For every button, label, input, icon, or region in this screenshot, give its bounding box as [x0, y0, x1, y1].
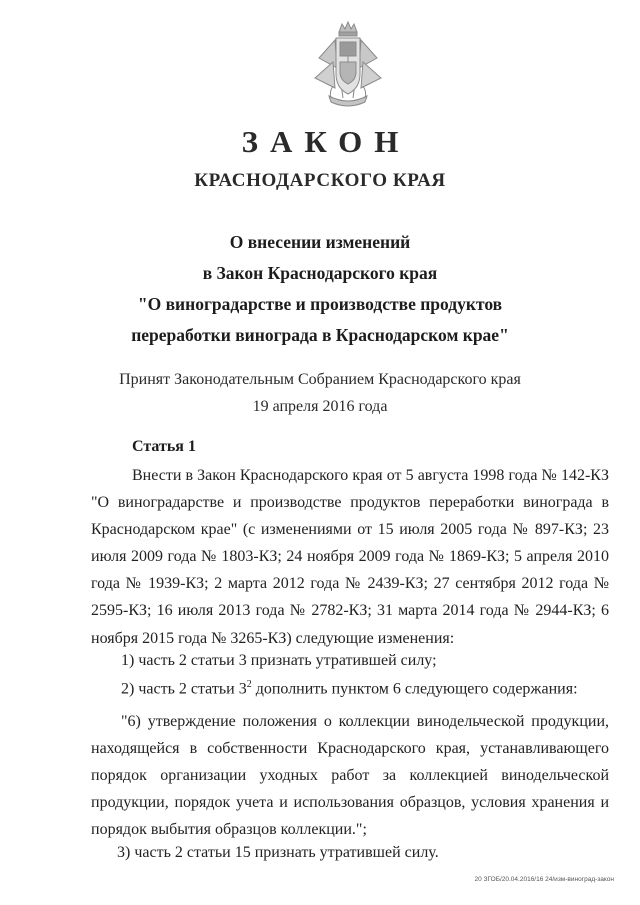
law-title-line-4: переработки винограда в Краснодарском крае" — [131, 325, 509, 345]
list-item-2-start: 2) часть 2 статьи 3 — [121, 680, 247, 698]
krasnodar-coat-of-arms-icon — [309, 18, 387, 110]
list-item-2 — [121, 679, 578, 698]
region-name: КРАСНОДАРСКОГО КРАЯ — [194, 170, 446, 191]
law-title-line-2: в Закон Краснодарского края — [202, 263, 438, 283]
adoption-line-1: Принят Законодательным Собранием Краснодарского края — [119, 371, 521, 388]
list-item-2-superscript: 2 — [246, 679, 252, 690]
file-reference-footer: 20 ЗГОБ/20.04.2016/16 24/изм-виноград-закон — [474, 876, 614, 883]
law-title-line-1: О внесении изменений — [229, 232, 411, 252]
article-heading: Статья 1 — [132, 438, 196, 455]
list-item-2-end: дополнить пунктом 6 следующего содержания: — [251, 680, 578, 698]
law-title: ЗАКОН — [241, 124, 411, 159]
quoted-amendment-paragraph: "6) утверждение положения о коллекции винодельческой продукции, находящейся в собственности Краснодарского края, устанавливающего порядок организации уходных работ за коллекцией винодельческой продукции, порядок учета и использования образцов, условия хранения и порядок выбытия образцов коллекции."; — [91, 713, 609, 839]
article-intro-paragraph: Внести в Закон Краснодарского края от 5 августа 1998 года № 142-КЗ "О виноградарстве и производстве продуктов переработки винограда в Краснодарском крае" (с изменениями от 15 июля 2005 года № 897-КЗ; 23 июля 2009 года № 1803-КЗ; 24 ноября 2009 года № 1869-КЗ; 5 апреля 2010 года № 1939-КЗ; 2 марта 2012 года № 2439-КЗ; 27 сентября 2012 года № 2595-КЗ; 16 июля 2013 года № 2782-КЗ; 31 марта 2014 года № 2944-КЗ; 6 ноября 2015 года № 3265-КЗ) следующие изменения: — [91, 467, 609, 647]
adoption-date: 19 апреля 2016 года — [252, 398, 388, 415]
list-item-3: 3) часть 2 статьи 15 признать утратившей силу. — [117, 844, 439, 861]
law-title-line-3: "О виноградарстве и производстве продуктов — [137, 294, 503, 314]
list-item-1: 1) часть 2 статьи 3 признать утратившей силу; — [121, 652, 437, 669]
